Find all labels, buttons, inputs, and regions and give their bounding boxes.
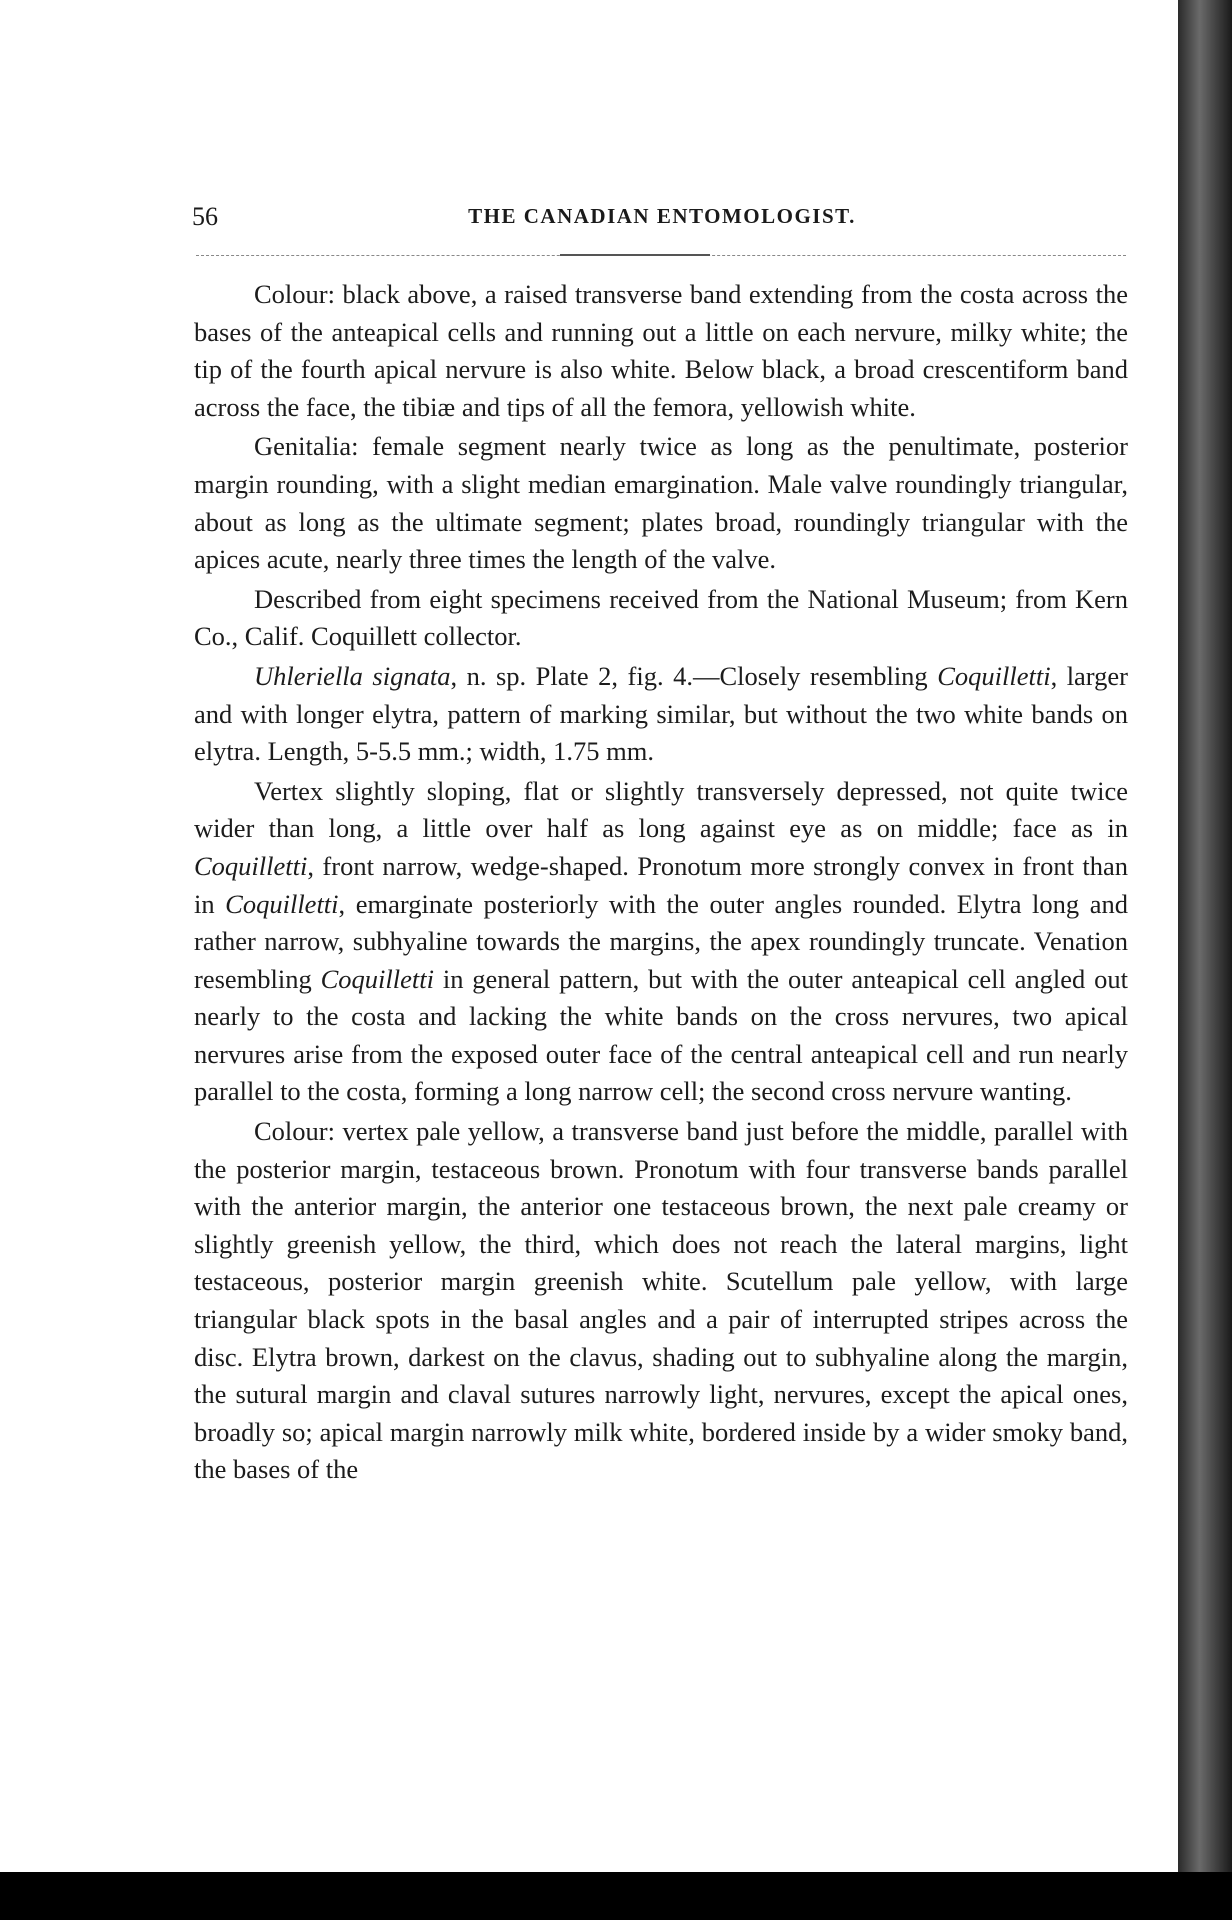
page-number: 56: [192, 202, 218, 231]
page-header: [192, 200, 1132, 240]
species-reference: Coquilletti: [225, 888, 339, 919]
article-body: [194, 276, 1128, 1491]
species-reference: Coquilletti: [194, 850, 308, 881]
paragraph-species-diagnosis: [194, 658, 1128, 771]
vertex-text-1: Vertex slightly sloping, flat or slightly transversely depressed, not quite twice wider than long, a little over half as long against eye as on middle; face as in: [194, 775, 1128, 844]
vertex-text-2: , front narrow, wedge-shaped. Pronotum more strongly convex in front than in: [194, 850, 1128, 919]
header-rule-accent: [560, 254, 710, 256]
paragraph-colour-black: Colour: black above, a raised transverse band extending from the costa across the bases of the anteapical cells and running out a little on each nervure, milky white; the tip of the fourth apical nervure is also white. Below black, a broad crescentiform band across the face, the tibiæ and tips of all the femora, yellowish white.: [194, 279, 1128, 422]
paragraph-genitalia: Genitalia: female segment nearly twice as long as the penultimate, posterior margin rounding, with a slight median emargination. Male valve roundingly triangular, about as long as the ultimate segment; plates broad, roundingly triangular with the apices acute, nearly three times the length of the valve.: [194, 431, 1128, 575]
journal-title: THE CANADIAN ENTOMOLOGIST.: [468, 204, 856, 228]
diagnosis-text-2: , larger and with longer elytra, pattern of marking similar, but without the two white bands on elytra. Length, 5-5.5 mm.; width, 1.75 mm.: [194, 660, 1128, 767]
scan-edge-shadow: [1178, 0, 1232, 1920]
diagnosis-text-1: , n. sp. Plate 2, fig. 4.—Closely resembling: [450, 660, 938, 691]
vertex-text-3: , emarginate posteriorly with the outer angles rounded. Elytra long and rather narrow, subhyaline towards the margins, the apex roundingly truncate. Venation resembling: [194, 888, 1128, 994]
paragraph-colour-vertex: Colour: vertex pale yellow, a transverse band just before the middle, parallel with the posterior margin, testaceous brown. Pronotum with four transverse bands parallel with the anterior margin, the anterior one testaceous brown, the next pale creamy or slightly greenish yellow, the third, which does not reach the lateral margins, light testaceous, posterior margin greenish white. Scutellum pale yellow, with large triangular black spots in the basal angles and a pair of interrupted stripes across the disc. Elytra brown, darkest on the clavus, shading out to subhyaline along the margin, the sutural margin and claval sutures narrowly light, nervures, except the apical ones, broadly so; apical margin narrowly milk white, bordered inside by a wider smoky band, the bases of the: [194, 1116, 1128, 1485]
paragraph-vertex-description: [194, 773, 1128, 1111]
vertex-text-4: in general pattern, but with the outer anteapical cell angled out nearly to the costa and lacking the white bands on the cross nervures, two apical nervures arise from the exposed outer face of the central anteapical cell and run nearly parallel to the costa, forming a long narrow cell; the second cross nervure wanting.: [194, 963, 1129, 1107]
scan-bottom-edge: [0, 1872, 1232, 1920]
species-name: Uhleriella signata: [254, 660, 451, 691]
species-reference: Coquilletti: [320, 963, 434, 994]
species-reference: Coquilletti: [937, 660, 1051, 691]
paragraph-described-from: Described from eight specimens received from the National Museum; from Kern Co., Calif. Coquillett collector.: [194, 583, 1128, 652]
